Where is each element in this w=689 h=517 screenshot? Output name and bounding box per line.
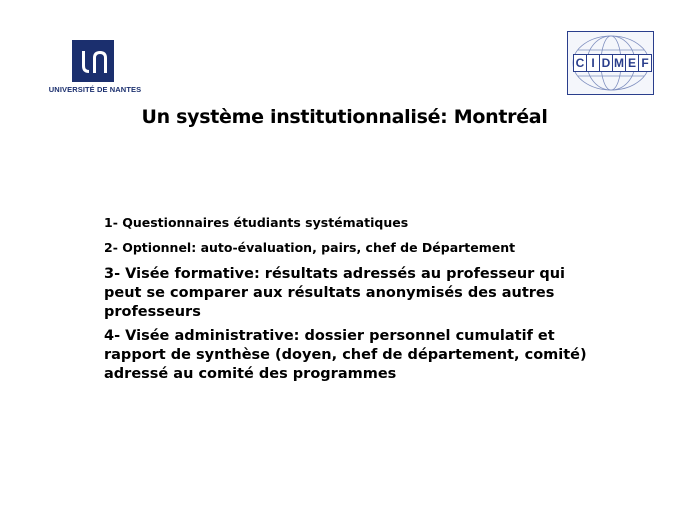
un-monogram-icon	[72, 40, 114, 82]
list-item: 4- Visée administrative: dossier personnel cumulatif et rapport de synthèse (doyen, chef de département, comité) adressé au comité des programmes	[104, 328, 587, 382]
cidmef-letter: M	[614, 56, 624, 70]
cidmef-letters	[573, 54, 651, 72]
cidmef-logo	[567, 31, 654, 95]
list-item: 2- Optionnel: auto-évaluation, pairs, chef de Département	[104, 240, 516, 255]
university-name: UNIVERSITÉ DE NANTES	[48, 85, 142, 94]
cidmef-letter: E	[625, 54, 639, 72]
universite-de-nantes-logo	[44, 40, 146, 98]
list-item: 3- Visée formative: résultats adressés au professeur qui peut se comparer aux résultats anonymisés des autres professeurs	[104, 266, 566, 320]
cidmef-letter: D	[599, 54, 613, 72]
list-item: 1- Questionnaires étudiants systématiques	[104, 215, 409, 230]
bullet-list	[104, 215, 594, 384]
cidmef-letter: I	[586, 54, 600, 72]
cidmef-letter: F	[638, 54, 652, 72]
slide-title: Un système institutionnalisé: Montréal	[141, 106, 548, 128]
cidmef-letter: C	[573, 54, 587, 72]
